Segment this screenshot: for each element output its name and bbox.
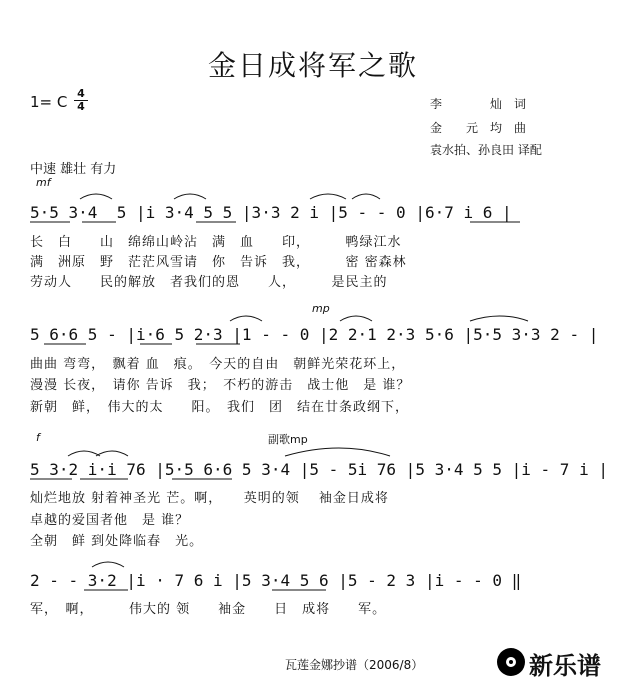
lyrics-line-2-verse-2: 漫漫 长夜， 请你 告诉 我； 不朽的游击 战士他 是 谁？ — [30, 378, 411, 393]
lyrics-line-4-verse-1: 军， 啊， 伟大的 领 袖金 日 成将 军。 — [30, 602, 387, 617]
credit-composer: 金 元 均 曲 — [430, 121, 527, 135]
lyrics-line-3-verse-1: 灿烂地放 射着神圣光 芒。啊， 英明的领 袖金日成将 — [30, 491, 389, 506]
slur-mark — [174, 194, 206, 199]
slur-mark — [68, 451, 100, 456]
notation-line-4: 2 - - 3·2 |i · 7 6 i |5 3·4 5 6 |5 - 2 3 |i - - 0 ‖ — [30, 571, 522, 590]
slur-mark — [310, 194, 346, 199]
lyrics-line-3-verse-2: 卓越的爱国者他 是 谁？ — [30, 513, 190, 528]
song-title: 金日成将军之歌 — [207, 49, 418, 82]
lyrics-line-2-verse-3: 新朝 鲜， 伟大的太 阳。 我们 团 结在廿条政纲下， — [30, 400, 410, 415]
slur-mark — [285, 448, 390, 456]
slur-mark — [340, 316, 372, 321]
key-signature: 1= C — [30, 93, 68, 111]
notation-line-3: 5 3·2 i·i 76 |5·5 6·6 5 3·4 |5 - 5i 76 |5 3·4 5 5 |i - 7 i | — [30, 460, 608, 479]
lyrics-line-1-verse-1: 长 白 山 绵绵山岭沾 满 血 印， 鸭绿江水 — [30, 235, 402, 250]
transcriber-credit: 瓦莲金娜抄谱（2006/8） — [285, 658, 424, 672]
time-signature-top: 4 — [77, 87, 85, 100]
notation-line-2: 5 6·6 5 - |i·6 5 2·3 |1 - - 0 |2 2·1 2·3 5·6 |5·5 3·3 2 - | — [30, 325, 599, 344]
lyrics-line-1-verse-3: 劳动人 民的解放 者我们的恩 人， 是民主的 — [30, 275, 388, 290]
chorus-marking: 副歌mp — [268, 433, 308, 446]
lyrics-line-3-verse-3: 全朝 鲜 到处降临春 光。 — [30, 534, 204, 549]
lyrics-line-2-verse-1: 曲曲 弯弯， 飘着 血 痕。 今天的自由 朝鲜光荣花环上， — [30, 357, 406, 372]
dynamic-mp: mp — [312, 302, 330, 315]
notation-line-1: 5·5 3·4 5 |i 3·4 5 5 |3·3 2 i |5 - - 0 |6·7 i 6 | — [30, 203, 512, 222]
credit-translators: 袁水拍、孙良田 译配 — [430, 143, 542, 157]
site-logo — [497, 646, 621, 678]
dynamic-f: f — [36, 431, 40, 444]
tempo-marking: 中速 雄壮 有力 — [30, 162, 117, 177]
slur-mark — [80, 194, 112, 199]
slur-mark — [96, 451, 128, 456]
slur-mark — [470, 316, 528, 321]
logo-text: 新乐谱 — [529, 652, 601, 680]
time-signature-bottom: 4 — [77, 100, 85, 113]
slur-mark — [230, 316, 262, 321]
dynamic-mf: mf — [36, 176, 51, 189]
lyrics-line-1-verse-2: 满 洲原 野 茫茫风雪请 你 告诉 我， 密 密森林 — [30, 255, 407, 270]
slur-mark — [352, 194, 380, 199]
slur-mark — [92, 562, 124, 567]
credit-lyricist: 李 灿 词 — [430, 97, 527, 111]
vinyl-disc-icon — [497, 648, 525, 676]
